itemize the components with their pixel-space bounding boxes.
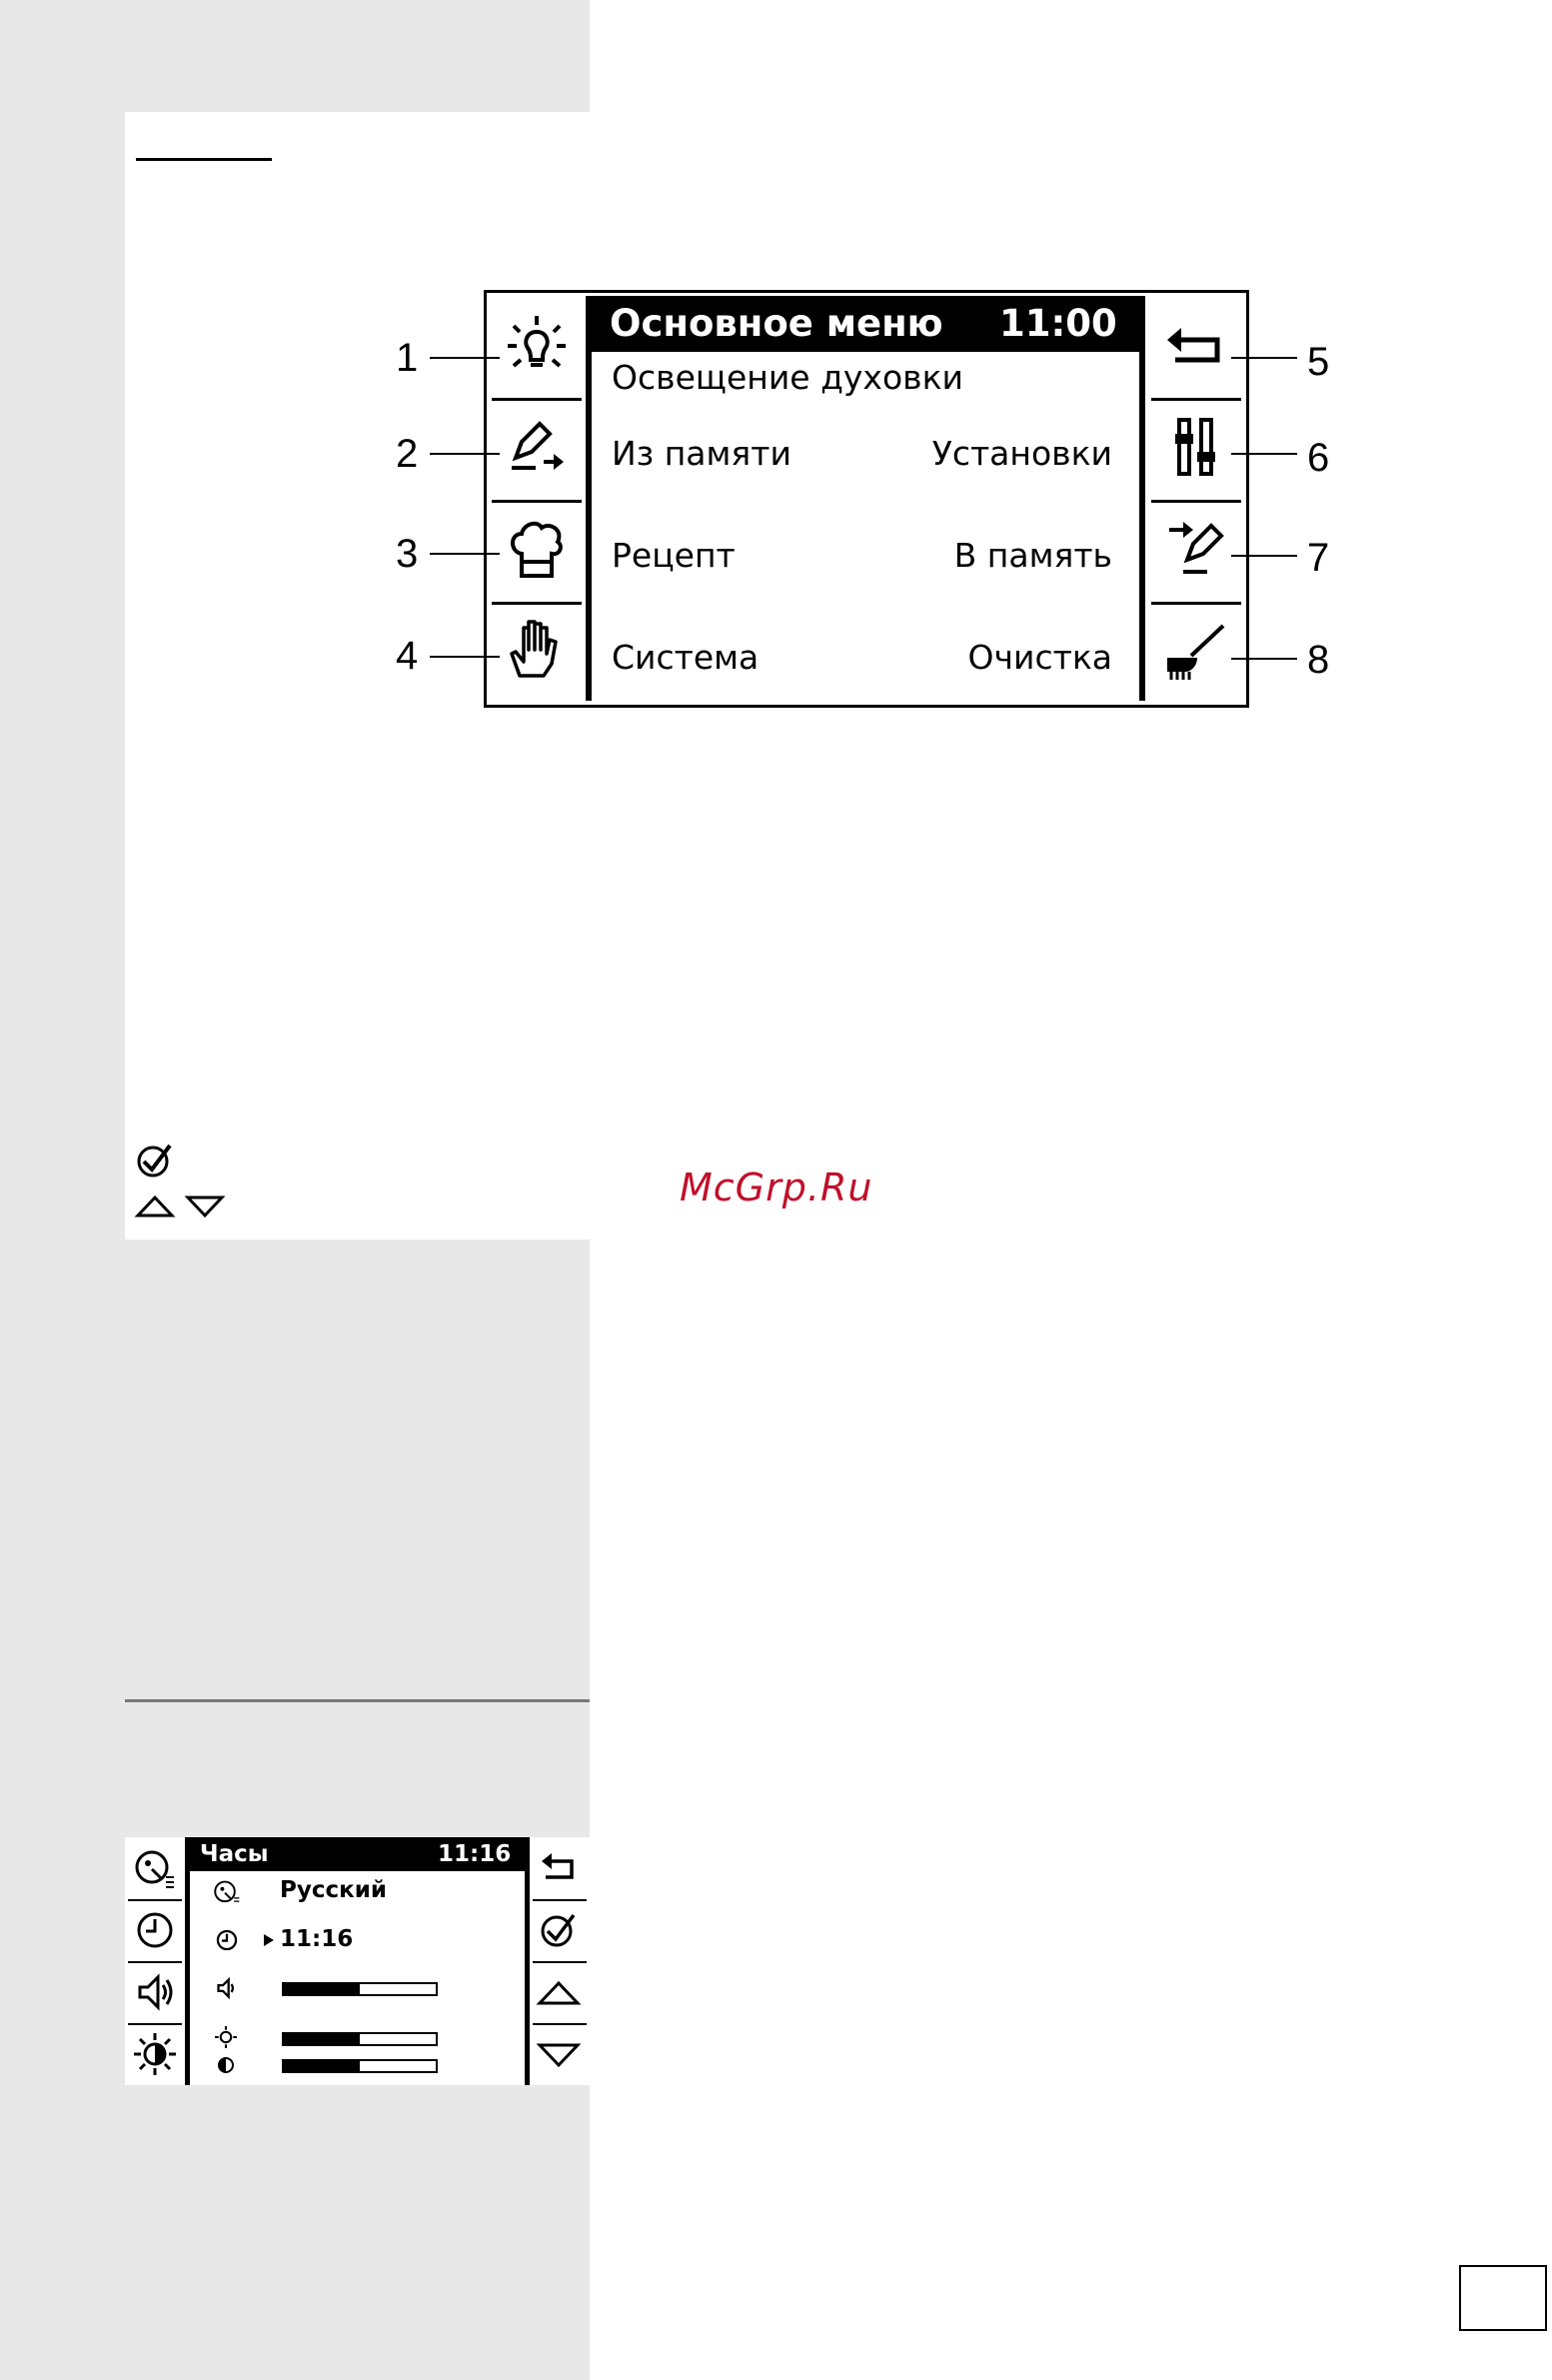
save-memory-icon[interactable] bbox=[1161, 514, 1231, 584]
callout-line bbox=[1231, 357, 1297, 359]
callout-line bbox=[1231, 555, 1297, 557]
clock-icon[interactable] bbox=[132, 1907, 178, 1953]
menu-item-settings[interactable]: Установки bbox=[931, 434, 1112, 473]
lamp-icon[interactable] bbox=[502, 312, 572, 382]
menu-item-recall[interactable]: Из памяти bbox=[612, 434, 791, 473]
lcd-subtitle: Освещение духовки bbox=[612, 358, 963, 397]
callout-6: 6 bbox=[1307, 436, 1330, 480]
lcd-frame bbox=[484, 290, 1249, 708]
watermark: McGrp.Ru bbox=[680, 1166, 873, 1209]
volume-bar-fill bbox=[284, 1984, 360, 1994]
callout-1: 1 bbox=[396, 336, 419, 380]
icon-separator bbox=[533, 1899, 587, 1901]
callout-7: 7 bbox=[1307, 536, 1330, 580]
back-arrow-icon[interactable] bbox=[1161, 312, 1231, 382]
clock-icon bbox=[214, 1927, 240, 1953]
icon-separator bbox=[492, 500, 582, 503]
contrast-bar[interactable] bbox=[282, 2059, 438, 2073]
icon-separator bbox=[128, 2023, 182, 2025]
callout-line bbox=[1231, 453, 1297, 455]
screen-right-divider bbox=[525, 1837, 530, 2085]
icon-separator bbox=[533, 2023, 587, 2025]
menu-item-recipe[interactable]: Рецепт bbox=[612, 536, 736, 575]
section-rule bbox=[136, 158, 272, 161]
volume-icon bbox=[214, 1975, 240, 2001]
brightness-bar-fill bbox=[284, 2034, 360, 2044]
contrast-icon bbox=[216, 2055, 236, 2075]
lcd-title: Основное меню bbox=[610, 302, 943, 345]
brightness-bar[interactable] bbox=[282, 2032, 438, 2046]
hand-icon[interactable] bbox=[502, 614, 572, 684]
brightness-icon bbox=[214, 2025, 238, 2049]
chef-hat-icon[interactable] bbox=[502, 514, 572, 584]
callout-line bbox=[430, 553, 500, 555]
callout-line bbox=[430, 656, 500, 658]
icon-separator bbox=[1151, 500, 1241, 503]
callout-line bbox=[430, 453, 500, 455]
callout-4: 4 bbox=[396, 634, 419, 678]
icon-separator bbox=[492, 398, 582, 401]
clock-title: Часы bbox=[200, 1841, 269, 1867]
volume-icon[interactable] bbox=[132, 1969, 178, 2015]
icon-separator bbox=[1151, 602, 1241, 605]
language-icon[interactable] bbox=[132, 1845, 178, 1891]
brush-icon[interactable] bbox=[1161, 614, 1231, 684]
menu-item-save[interactable]: В память bbox=[953, 536, 1112, 575]
language-icon bbox=[212, 1877, 242, 1907]
up-arrow-icon[interactable] bbox=[536, 1977, 582, 2009]
settings-sliders-icon[interactable] bbox=[1161, 412, 1231, 482]
brightness-contrast-icon[interactable] bbox=[132, 2031, 178, 2077]
menu-item-system[interactable]: Система bbox=[612, 638, 760, 677]
lcd-left-divider bbox=[586, 296, 592, 701]
down-arrow-icon[interactable] bbox=[536, 2039, 582, 2071]
icon-separator bbox=[1151, 398, 1241, 401]
language-value[interactable]: Русский bbox=[280, 1877, 387, 1903]
screen-left-divider bbox=[185, 1837, 190, 2085]
menu-item-cleaning[interactable]: Очистка bbox=[967, 638, 1112, 677]
back-arrow-icon[interactable] bbox=[538, 1851, 580, 1887]
recall-memory-icon[interactable] bbox=[502, 412, 572, 482]
callout-8: 8 bbox=[1307, 638, 1330, 682]
callout-2: 2 bbox=[396, 432, 419, 476]
lcd-clock: 11:00 bbox=[999, 302, 1117, 345]
callout-line bbox=[430, 357, 500, 359]
cursor-arrow-icon bbox=[262, 1933, 276, 1947]
clock-time: 11:16 bbox=[438, 1841, 512, 1867]
callout-5: 5 bbox=[1307, 340, 1330, 384]
time-value[interactable]: 11:16 bbox=[280, 1926, 354, 1952]
icon-separator bbox=[492, 602, 582, 605]
icon-separator bbox=[128, 1899, 182, 1901]
lcd-right-divider bbox=[1139, 296, 1145, 701]
icon-separator bbox=[533, 1961, 587, 1963]
confirm-icon bbox=[134, 1140, 176, 1182]
confirm-icon[interactable] bbox=[538, 1909, 580, 1951]
icon-separator bbox=[128, 1961, 182, 1963]
callout-line bbox=[1231, 658, 1297, 660]
page-number-box bbox=[1459, 2265, 1547, 2331]
up-arrow-icon bbox=[134, 1191, 176, 1221]
volume-bar[interactable] bbox=[282, 1982, 438, 1996]
section-divider bbox=[125, 1699, 590, 1702]
down-arrow-icon bbox=[184, 1191, 226, 1221]
callout-3: 3 bbox=[396, 532, 419, 576]
contrast-bar-fill bbox=[284, 2061, 360, 2071]
